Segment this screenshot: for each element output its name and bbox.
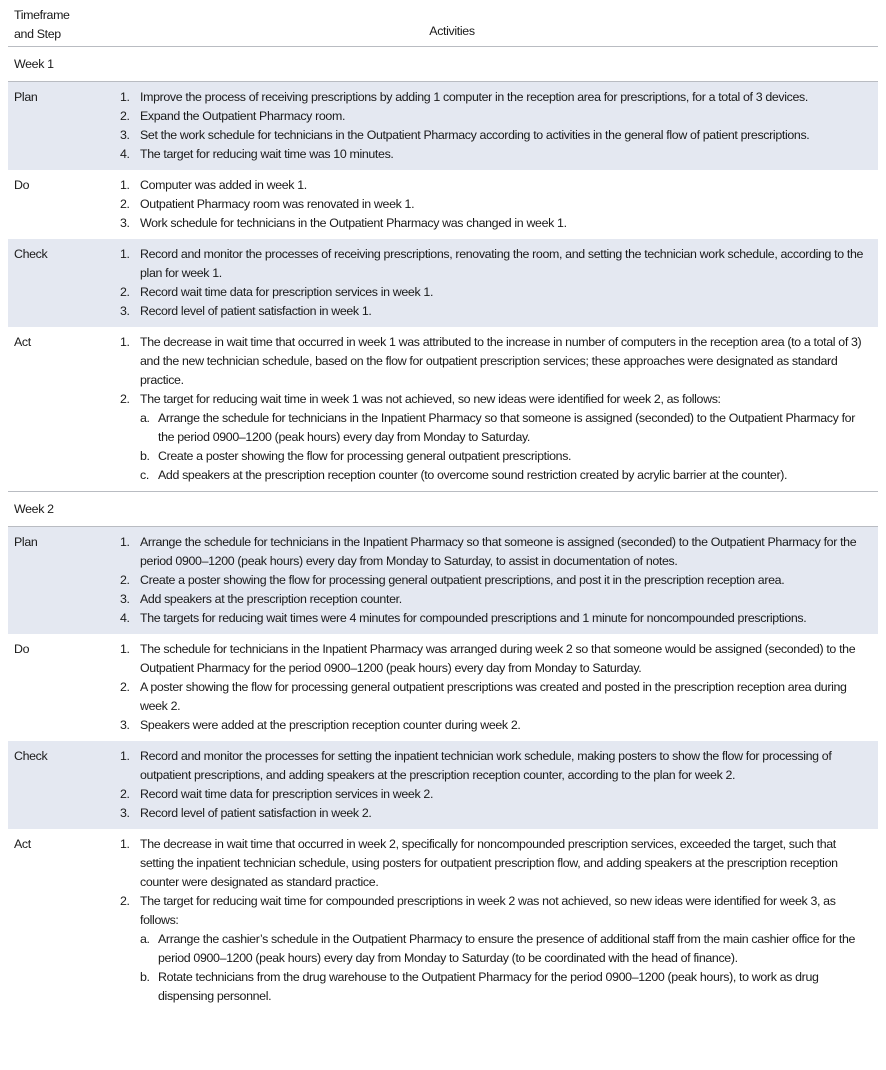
item-number: 1. [120, 247, 130, 261]
item-text: Record and monitor the processes for setting the inpatient technician work schedule, making posters to show the flow for processing of outpatient prescriptions, and adding speakers at the prescription reception counter, according to the plan for week 2. [140, 749, 832, 782]
table-row [8, 170, 878, 239]
item-text: Record level of patient satisfaction in week 2. [140, 806, 372, 820]
week-header-row: Week 2 [8, 491, 878, 527]
table-row [8, 239, 878, 327]
table-body [8, 47, 878, 1012]
item-number: 3. [120, 128, 130, 142]
item-text: Set the work schedule for technicians in the Outpatient Pharmacy according to activities in the general flow of patient prescriptions. [140, 128, 810, 142]
header-timeframe-and-step [8, 0, 116, 46]
item-text: Record wait time data for prescription services in week 2. [140, 787, 434, 801]
item-text: The targets for reducing wait times were 4 minutes for compounded prescriptions and 1 minute for noncompounded prescriptions. [140, 611, 807, 625]
table-row [8, 829, 878, 1012]
activity-item [120, 892, 878, 1006]
activity-item [120, 835, 878, 892]
sub-item-text: Add speakers at the prescription reception counter (to overcome sound restriction created by acrylic barrier at the counter). [158, 468, 788, 482]
header-activities: Activities [429, 24, 475, 38]
activity-list [120, 176, 878, 233]
step-label: Plan [14, 535, 38, 549]
activity-item [120, 245, 878, 283]
activity-item [120, 302, 878, 321]
activity-list [120, 533, 878, 628]
activity-item [120, 571, 878, 590]
step-label: Act [14, 335, 31, 349]
pdca-activities-table [8, 0, 878, 1012]
item-text: Improve the process of receiving prescriptions by adding 1 computer in the reception area for prescriptions, for a total of 3 devices. [140, 90, 808, 104]
sub-item-letter: a. [140, 411, 150, 425]
item-number: 3. [120, 806, 130, 820]
activity-item [120, 126, 878, 145]
item-number: 4. [120, 147, 130, 161]
header-timeframe-line2: and Step [14, 27, 61, 41]
table-row [8, 741, 878, 829]
activity-item [120, 88, 878, 107]
activity-list [120, 747, 878, 823]
table-row [8, 527, 878, 634]
item-number: 1. [120, 749, 130, 763]
item-text: The target for reducing wait time was 10 minutes. [140, 147, 394, 161]
item-text: The target for reducing wait time for compounded prescriptions in week 2 was not achieved, so new ideas were identified for week 3, as follows: [140, 894, 836, 927]
item-number: 1. [120, 535, 130, 549]
step-label: Do [14, 642, 30, 656]
item-number: 3. [120, 718, 130, 732]
sub-activity-item [140, 409, 870, 447]
item-text: Expand the Outpatient Pharmacy room. [140, 109, 346, 123]
table-row [8, 634, 878, 741]
sub-item-letter: a. [140, 932, 150, 946]
item-text: Record wait time data for prescription services in week 1. [140, 285, 434, 299]
item-text: The schedule for technicians in the Inpatient Pharmacy was arranged during week 2 so that someone would be assigned (seconded) to the Outpatient Pharmacy for the period 0900–1200 (peak hours) every day from Monday to Saturday. [140, 642, 856, 675]
item-number: 1. [120, 90, 130, 104]
activity-item [120, 176, 878, 195]
item-text: The target for reducing wait time in week 1 was not achieved, so new ideas were identified for week 2, as follows: [140, 392, 721, 406]
item-number: 2. [120, 787, 130, 801]
activity-list [120, 835, 878, 1006]
activity-item [120, 678, 878, 716]
table-row [8, 82, 878, 170]
item-text: The decrease in wait time that occurred in week 2, specifically for noncompounded prescription services, exceeded the target, such that setting the inpatient technician schedule, using posters for outpatient prescription flow, and adding speakers at the prescription reception counter were designated as standard practice. [140, 837, 838, 889]
sub-activity-list [140, 930, 870, 1006]
activity-item [120, 195, 878, 214]
activity-item [120, 640, 878, 678]
sub-activity-item [140, 930, 870, 968]
week-header-row: Week 1 [8, 47, 878, 82]
sub-activity-item [140, 447, 870, 466]
item-text: Work schedule for technicians in the Outpatient Pharmacy was changed in week 1. [140, 216, 567, 230]
item-number: 1. [120, 335, 130, 349]
table-row [8, 327, 878, 491]
item-text: Speakers were added at the prescription reception counter during week 2. [140, 718, 521, 732]
item-number: 2. [120, 392, 130, 406]
item-text: Computer was added in week 1. [140, 178, 307, 192]
sub-activity-item [140, 466, 870, 485]
item-text: Create a poster showing the flow for processing general outpatient prescriptions, and post it in the prescription reception area. [140, 573, 785, 587]
item-text: Record level of patient satisfaction in week 1. [140, 304, 372, 318]
item-number: 3. [120, 304, 130, 318]
sub-item-letter: c. [140, 468, 149, 482]
item-number: 2. [120, 109, 130, 123]
activity-item [120, 214, 878, 233]
item-text: Record and monitor the processes of receiving prescriptions, renovating the room, and setting the technician work schedule, according to the plan for week 1. [140, 247, 864, 280]
item-number: 4. [120, 611, 130, 625]
step-label: Do [14, 178, 30, 192]
sub-activity-item [140, 968, 870, 1006]
activity-item [120, 785, 878, 804]
activity-list [120, 333, 878, 485]
item-number: 1. [120, 642, 130, 656]
activity-item [120, 590, 878, 609]
item-number: 2. [120, 197, 130, 211]
activity-list [120, 640, 878, 735]
activity-item [120, 804, 878, 823]
item-number: 1. [120, 837, 130, 851]
activity-list [120, 88, 878, 164]
sub-item-text: Arrange the schedule for technicians in the Inpatient Pharmacy so that someone is assigned (seconded) to the Outpatient Pharmacy for the period 0900–1200 (peak hours) every day from Monday to Saturday. [158, 411, 855, 444]
header-timeframe-line1: Timeframe [14, 8, 70, 22]
sub-item-text: Create a poster showing the flow for processing general outpatient prescriptions. [158, 449, 572, 463]
step-label: Check [14, 749, 48, 763]
step-label: Check [14, 247, 48, 261]
item-number: 2. [120, 573, 130, 587]
item-text: Arrange the schedule for technicians in the Inpatient Pharmacy so that someone is assigned (seconded) to the Outpatient Pharmacy for the period 0900–1200 (peak hours) every day from Monday to Saturday, to assist in documentation of notes. [140, 535, 857, 568]
activity-item [120, 716, 878, 735]
item-text: The decrease in wait time that occurred in week 1 was attributed to the increase in number of computers in the reception area (to a total of 3) and the new technician schedule, based on the flow for outpatient prescription services; these approaches were designated as standard practice. [140, 335, 862, 387]
activity-item [120, 747, 878, 785]
item-number: 3. [120, 592, 130, 606]
activity-item [120, 107, 878, 126]
item-text: Add speakers at the prescription reception counter. [140, 592, 402, 606]
sub-item-letter: b. [140, 970, 150, 984]
activity-list [120, 245, 878, 321]
activity-item [120, 333, 878, 390]
item-number: 3. [120, 216, 130, 230]
sub-item-text: Rotate technicians from the drug warehouse to the Outpatient Pharmacy for the period 0900–1200 (peak hours), to work as drug dispensing personnel. [158, 970, 819, 1003]
item-number: 2. [120, 285, 130, 299]
sub-item-text: Arrange the cashier’s schedule in the Outpatient Pharmacy to ensure the presence of additional staff from the main cashier office for the period 0900–1200 (peak hours) every day from Monday to Saturday (to be coordinated with the head of finance). [158, 932, 856, 965]
activity-item [120, 283, 878, 302]
sub-activity-list [140, 409, 870, 485]
activity-item [120, 390, 878, 485]
step-label: Act [14, 837, 31, 851]
activity-item [120, 533, 878, 571]
item-text: Outpatient Pharmacy room was renovated in week 1. [140, 197, 415, 211]
sub-item-letter: b. [140, 449, 150, 463]
step-label: Plan [14, 90, 38, 104]
item-number: 1. [120, 178, 130, 192]
activity-item [120, 609, 878, 628]
table-header [8, 0, 878, 47]
activity-item [120, 145, 878, 164]
item-number: 2. [120, 894, 130, 908]
item-text: A poster showing the flow for processing general outpatient prescriptions was created and posted in the prescription reception area during week 2. [140, 680, 847, 713]
item-number: 2. [120, 680, 130, 694]
